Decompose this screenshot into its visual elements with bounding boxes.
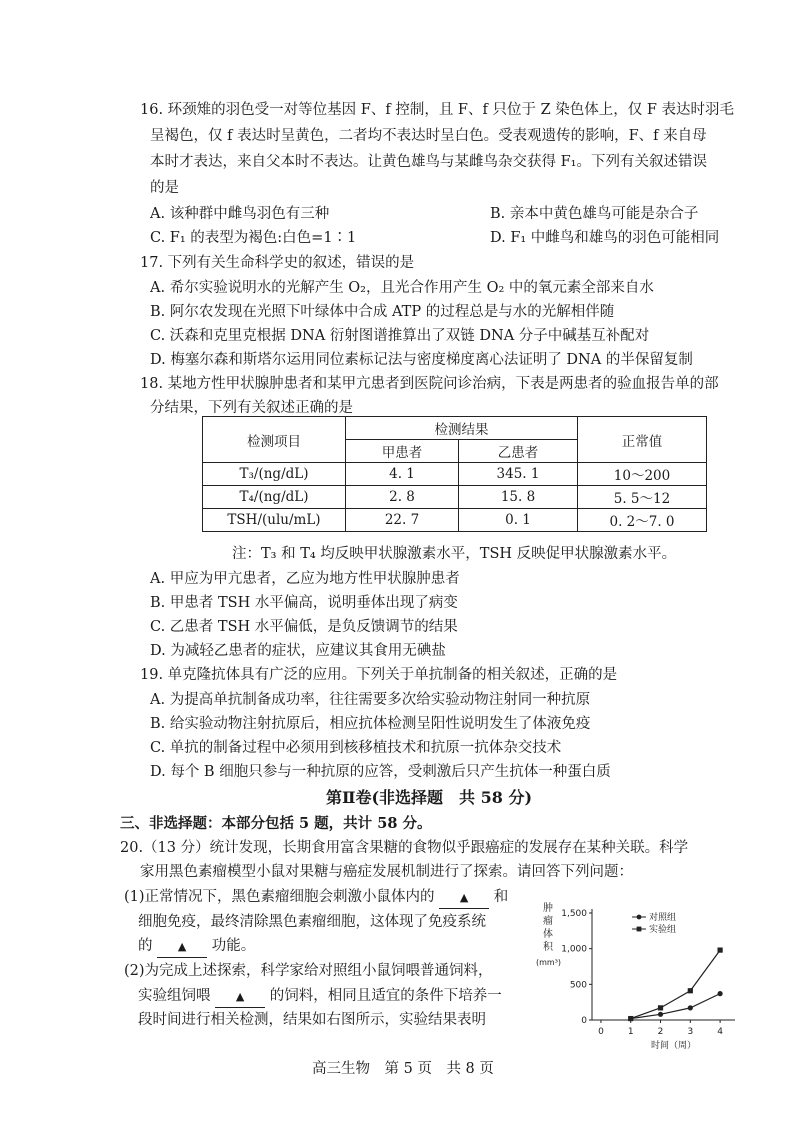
q16-line-2: 呈褐色，仅 f 表达时呈黄色，二者均不表达时呈白色。受表观遗传的影响，F、f 来自母 — [150, 128, 707, 144]
legend-marker-circle — [637, 915, 642, 920]
legend-label: 对照组 — [649, 913, 677, 923]
answer-blank-2[interactable] — [157, 936, 207, 958]
y-tick-label: 0 — [581, 1016, 587, 1026]
triangle-icon: ▲ — [177, 940, 187, 953]
section-title: 第Ⅱ卷(非选择题 共 58 分) — [326, 788, 533, 807]
data-point-experimental — [628, 1016, 633, 1021]
lab-results-table — [202, 416, 707, 532]
q18-table-note: 注：T₃ 和 T₄ 均反映甲状腺激素水平，TSH 反映促甲状腺激素水平。 — [232, 546, 677, 562]
triangle-icon: ▲ — [459, 891, 469, 904]
x-tick-label: 3 — [687, 1027, 694, 1037]
cell-a: 2. 8 — [346, 486, 459, 509]
q16-option-d: D. F₁ 中雌鸟和雄鸟的羽色可能相同 — [490, 230, 720, 246]
header-patient-a: 甲患者 — [346, 440, 459, 463]
q20-p1c: 细胞免疫，最终清除黑色素瘤细胞，这体现了免疫系统 — [138, 914, 486, 930]
cell-b: 15. 8 — [459, 486, 578, 509]
y-axis-label-char: 肿 — [543, 903, 553, 914]
q20-p2b: 实验组饲喂 — [138, 988, 211, 1004]
cell-normal: 5. 5～12 — [578, 486, 707, 509]
x-tick-label: 4 — [717, 1027, 723, 1037]
data-point-experimental — [718, 947, 723, 952]
page-footer: 高三生物 第 5 页 共 8 页 — [312, 1061, 494, 1077]
cell-normal: 0. 2～7. 0 — [578, 509, 707, 532]
q16-option-a: A. 该种群中雌鸟羽色有三种 — [150, 206, 330, 222]
header-result: 检测结果 — [346, 417, 578, 440]
header-patient-b: 乙患者 — [459, 440, 578, 463]
data-point-control — [718, 991, 723, 996]
q16-line-1: 16. 环颈雉的羽色受一对等位基因 F、f 控制，且 F、f 只位于 Z 染色体上，仅 F 表达时羽毛 — [140, 102, 735, 118]
cell-item: TSH/(ulu/mL) — [203, 509, 346, 532]
q18-line-2: 分结果，下列有关叙述正确的是 — [150, 400, 353, 416]
q18-option-a: A. 甲应为甲亢患者，乙应为地方性甲状腺肿患者 — [150, 571, 460, 587]
legend-marker-square — [637, 927, 642, 932]
q18-line-1: 18. 某地方性甲状腺肿患者和某甲亢患者到医院问诊治病，下表是两患者的验血报告单的部 — [140, 376, 719, 392]
section-heading: 三、非选择题：本部分包括 5 题，共计 58 分。 — [120, 815, 432, 832]
q17-option-a: A. 希尔实验说明水的光解产生 O₂，且光合作用产生 O₂ 中的氧元素全部来自水 — [150, 280, 654, 296]
q17-option-c: C. 沃森和克里克根据 DNA 衍射图谱推算出了双链 DNA 分子中碱基互补配对 — [150, 328, 650, 344]
data-point-control — [658, 1012, 663, 1017]
q17-stem: 17. 下列有关生命科学史的叙述，错误的是 — [140, 255, 415, 271]
data-point-control — [688, 1005, 693, 1010]
data-point-experimental — [658, 1005, 663, 1010]
q19-stem: 19. 单克隆抗体具有广泛的应用。下列关于单抗制备的相关叙述，正确的是 — [140, 667, 618, 683]
q18-option-d: D. 为减轻乙患者的症状，应建议其食用无碘盐 — [150, 643, 446, 659]
cell-normal: 10～200 — [578, 463, 707, 486]
q20-part1-line3 — [138, 936, 255, 958]
q16-line-3: 本时才表达，来自父本时不表达。让黄色雄鸟与某雌鸟杂交获得 F₁。下列有关叙述错误 — [150, 154, 707, 170]
q16-line-4: 的是 — [150, 180, 179, 196]
triangle-icon: ▲ — [235, 990, 245, 1003]
q19-option-b: B. 给实验动物注射抗原后，相应抗体检测呈阳性说明发生了体液免疫 — [150, 716, 591, 732]
q20-line-2: 家用黑色素瘤模型小鼠对果糖与癌症发展机制进行了探索。请回答下列问题： — [140, 864, 633, 880]
q20-part1-line1 — [124, 887, 508, 909]
cell-item: T₃/(ng/dL) — [203, 463, 346, 486]
q20-p2c: 的饲料，相同且适宜的条件下培养一 — [269, 988, 502, 1004]
q20-p1b: 和 — [493, 889, 509, 905]
q16-option-b: B. 亲本中黄色雄鸟可能是杂合子 — [490, 206, 699, 222]
x-axis-label: 时间（周） — [650, 1041, 697, 1051]
cell-a: 4. 1 — [346, 463, 459, 486]
series-line-experimental — [631, 950, 720, 1018]
q20-p1a: (1)正常情况下，黑色素瘤细胞会刺激小鼠体内的 — [124, 889, 435, 905]
table-row — [203, 486, 707, 509]
y-axis-label-char: 体 — [543, 929, 553, 940]
cell-b: 0. 1 — [459, 509, 578, 532]
chart-labels — [536, 901, 723, 1051]
q19-option-a: A. 为提高单抗制备成功率，往往需要多次给实验动物注射同一种抗原 — [150, 692, 591, 708]
chart-marks — [628, 947, 723, 1021]
header-item: 检测项目 — [203, 417, 346, 463]
q18-option-b: B. 甲患者 TSH 水平偏高，说明垂体出现了病变 — [150, 595, 458, 611]
q20-part2-line2 — [138, 986, 502, 1008]
q20-line-1: 20.（13 分）统计发现，长期食用富含果糖的食物似乎跟癌症的发展存在某种关联。科学 — [120, 840, 689, 856]
data-point-experimental — [688, 988, 693, 993]
q20-p1e: 功能。 — [211, 938, 256, 954]
q19-option-d: D. 每个 B 细胞只参与一种抗原的应答，受刺激后只产生抗体一种蛋白质 — [150, 764, 611, 780]
tumor-volume-chart — [530, 895, 750, 1055]
table-row — [203, 509, 707, 532]
q20-p1d: 的 — [138, 938, 153, 954]
series-line-control — [631, 994, 720, 1019]
q20-p2a: (2)为完成上述探索，科学家给对照组小鼠饲喂普通饲料， — [124, 963, 493, 979]
y-axis-unit: (mm³) — [536, 958, 562, 967]
cell-b: 345. 1 — [459, 463, 578, 486]
y-tick-label: 500 — [569, 980, 587, 991]
x-tick-label: 1 — [627, 1027, 634, 1037]
y-tick-label: 1,500 — [561, 909, 587, 919]
q18-option-c: C. 乙患者 TSH 水平偏低，是负反馈调节的结果 — [150, 619, 458, 635]
header-normal: 正常值 — [578, 417, 707, 463]
y-axis-label-char: 瘤 — [543, 916, 553, 927]
q17-option-b: B. 阿尔农发现在光照下叶绿体中合成 ATP 的过程总是与水的光解相伴随 — [150, 304, 615, 320]
answer-blank-1[interactable] — [439, 887, 489, 909]
y-tick-label: 1,000 — [561, 944, 587, 955]
q19-option-c: C. 单抗的制备过程中必须用到核移植技术和抗原一抗体杂交技术 — [150, 740, 562, 756]
y-axis-label-char: 积 — [543, 942, 553, 953]
x-tick-label: 2 — [657, 1027, 664, 1037]
table-row — [203, 463, 707, 486]
q17-option-d: D. 梅塞尔森和斯塔尔运用同位素标记法与密度梯度离心法证明了 DNA 的半保留复制 — [150, 352, 693, 368]
legend-label: 实验组 — [649, 925, 677, 935]
q20-p2d: 段时间进行相关检测，结果如右图所示，实验结果表明 — [138, 1012, 486, 1028]
answer-blank-3[interactable] — [215, 986, 265, 1008]
cell-item: T₄/(ng/dL) — [203, 486, 346, 509]
cell-a: 22. 7 — [346, 509, 459, 532]
q16-option-c: C. F₁ 的表型为褐色:白色=1∶1 — [150, 230, 357, 246]
x-tick-label: 0 — [598, 1027, 604, 1037]
